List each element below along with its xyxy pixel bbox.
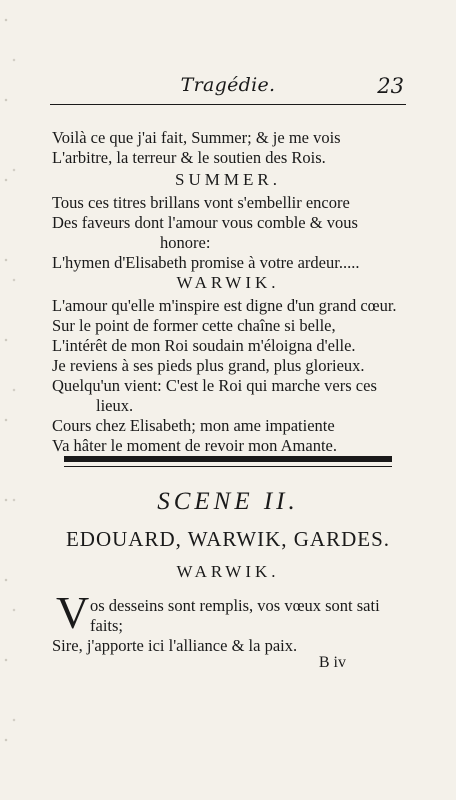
scene-characters: EDOUARD, WARWIK, GARDES. [65,527,391,551]
speaker-warwik: WARWIK. [176,562,280,581]
verse-line-continuation: honore: [160,233,211,252]
verse-line-continuation: faits; [90,616,123,635]
running-header-title: Tragédie. [180,74,276,96]
drop-cap: V [56,587,90,638]
verse-line: Quelqu'un vient: C'est le Roi qui marche vers ces [52,376,377,395]
header-rule [50,104,406,105]
verse-line: L'amour qu'elle m'inspire est digne d'un grand cœur. [52,296,397,315]
page-number: 23 [377,74,404,98]
verse-line: L'arbitre, la terreur & le soutien des Rois. [52,148,326,167]
verse-line: Sur le point de former cette chaîne si belle, [52,316,336,335]
verse-line: L'hymen d'Elisabeth promise à votre ardeur..... [52,253,360,272]
signature-mark: B iv [318,654,346,671]
verse-line-continuation: lieux. [96,396,134,415]
scene-heading: SCENE II. [157,488,299,515]
verse-line: os desseins sont remplis, vos vœux sont sati [90,596,380,615]
section-divider-thin [64,466,392,467]
verse-line: Tous ces titres brillans vont s'embellir encore [52,193,350,212]
page-edge-speckle [0,0,22,800]
verse-line: Des faveurs dont l'amour vous comble & vous [52,213,358,232]
verse-line: Va hâter le moment de revoir mon Amante. [52,436,337,455]
verse-line: Cours chez Elisabeth; mon ame impatiente [52,416,335,435]
verse-line: Je reviens à ses pieds plus grand, plus glorieux. [52,356,365,375]
speaker-warwik: WARWIK. [176,273,280,292]
verse-line: Voilà ce que j'ai fait, Summer; & je me vois [52,128,341,147]
verse-line: L'intérêt de mon Roi soudain m'éloigna d'elle. [52,336,356,355]
verse-line: Sire, j'apporte ici l'alliance & la paix. [52,636,298,655]
speaker-summer: SUMMER. [175,170,281,189]
section-divider-thick [64,456,392,462]
